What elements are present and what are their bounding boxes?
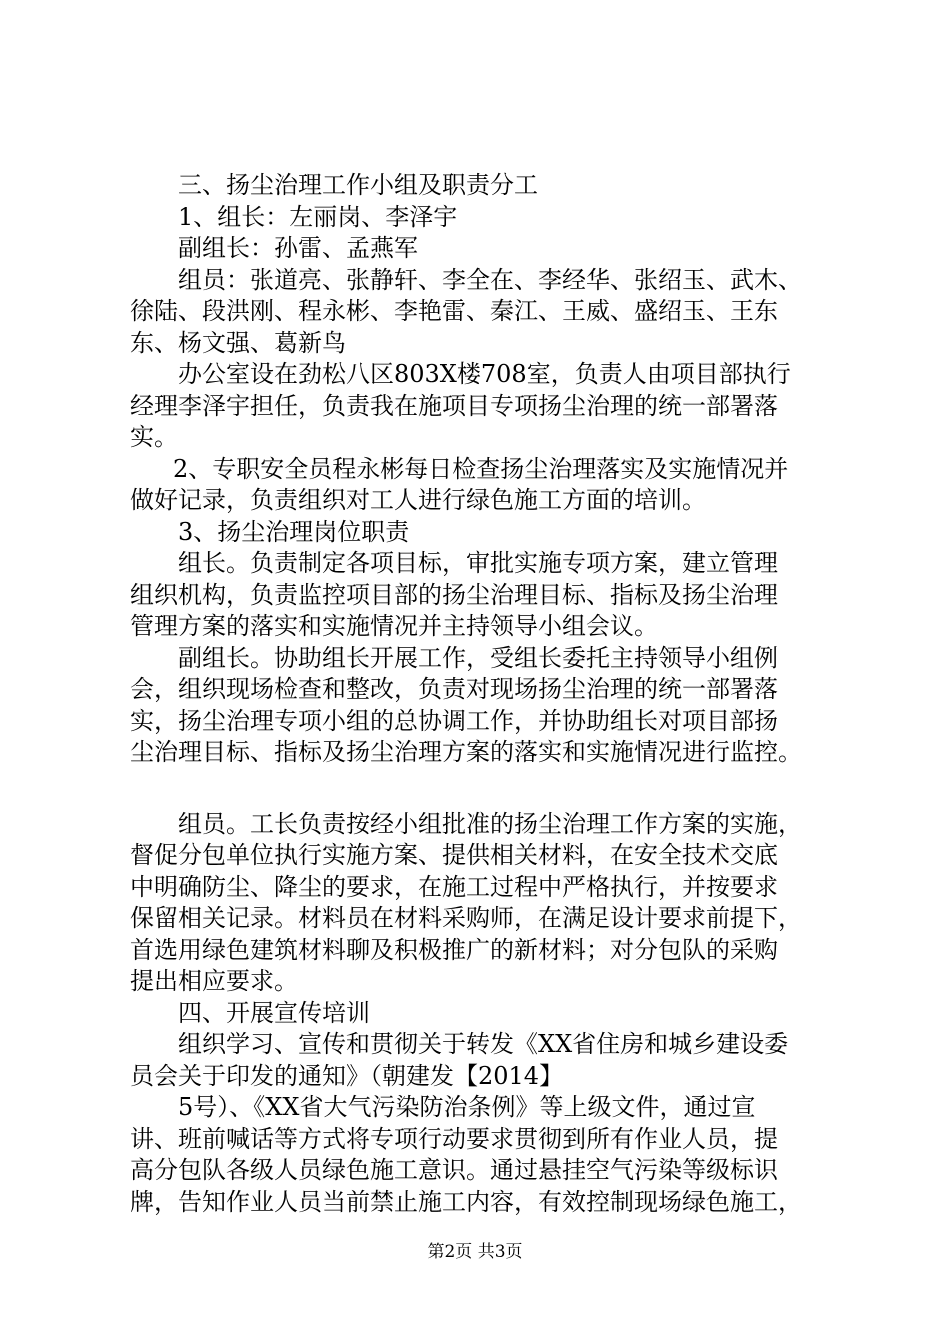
page-number-footer: 第2页 共3页 <box>427 1242 523 1262</box>
paragraph-line: 会，组织现场检查和整改，负责对现场扬尘治理的统一部署落 <box>130 675 778 703</box>
section-heading: 三、扬尘治理工作小组及职责分工 <box>178 171 538 199</box>
paragraph-line: 中明确防尘、降尘的要求，在施工过程中严格执行，并按要求 <box>130 872 778 901</box>
paragraph-line: 高分包队各级人员绿色施工意识。通过悬挂空气污染等级标识 <box>130 1156 778 1184</box>
document-body <box>130 170 860 1218</box>
paragraph-line: 管理方案的落实和实施情况并主持领导小组会议。 <box>130 612 658 640</box>
paragraph-line: 组员。工长负责按经小组批准的扬尘治理工作方案的实施， <box>178 809 802 838</box>
paragraph-line: 5号）、《XX省大气污染防治条例》等上级文件，通过宣 <box>178 1093 756 1121</box>
paragraph-line: 保留相关记录。材料员在材料采购师，在满足设计要求前提下， <box>130 904 802 932</box>
paragraph-line: 东、杨文强、葛新鸟 <box>130 328 346 357</box>
paragraph-line: 尘治理目标、指标及扬尘治理方案的落实和实施情况进行监控。 <box>130 738 802 766</box>
paragraph-line: 组长。负责制定各项目标，审批实施专项方案，建立管理 <box>178 549 778 577</box>
section-heading: 四、开展宣传培训 <box>178 998 370 1027</box>
paragraph-line: 实，扬尘治理专项小组的总协调工作，并协助组长对项目部扬 <box>130 706 778 735</box>
paragraph-line: 督促分包单位执行实施方案、提供相关材料，在安全技术交底 <box>130 841 778 869</box>
paragraph-line: 员会关于印发的通知》（朝建发【2014】 <box>130 1061 564 1090</box>
paragraph-line: 徐陆、段洪刚、程永彬、李艳雷、秦江、王威、盛绍玉、王东 <box>130 297 778 325</box>
paragraph-line: 2、专职安全员程永彬每日检查扬尘治理落实及实施情况并 <box>173 454 789 483</box>
paragraph-line: 牌，告知作业人员当前禁止施工内容，有效控制现场绿色施工， <box>130 1187 802 1216</box>
paragraph-line: 办公室设在劲松八区803X楼708室，负责人由项目部执行 <box>178 360 791 388</box>
paragraph-line: 经理李泽宇担任，负责我在施项目专项扬尘治理的统一部署落 <box>130 391 778 420</box>
paragraph-line: 首选用绿色建筑材料聊及积极推广的新材料；对分包队的采购 <box>130 935 778 964</box>
paragraph-line: 组员：张道亮、张静轩、李全在、李经华、张绍玉、武木、 <box>178 265 802 294</box>
paragraph-line: 组织学习、宣传和贯彻关于转发《XX省住房和城乡建设委 <box>178 1030 789 1058</box>
paragraph-line: 1、组长：左丽岗、李泽宇 <box>178 202 458 231</box>
paragraph-line: 副组长：孙雷、孟燕军 <box>178 234 418 262</box>
paragraph-line: 组织机构，负责监控项目部的扬尘治理目标、指标及扬尘治理 <box>130 580 778 609</box>
paragraph-line: 做好记录，负责组织对工人进行绿色施工方面的培训。 <box>130 486 706 514</box>
paragraph-line: 提出相应要求。 <box>130 967 298 995</box>
paragraph-gap <box>130 769 860 809</box>
paragraph-line: 副组长。协助组长开展工作，受组长委托主持领导小组例 <box>178 643 778 672</box>
paragraph-line: 3、扬尘治理岗位职责 <box>178 517 410 546</box>
paragraph-line: 讲、班前喊话等方式将专项行动要求贯彻到所有作业人员，提 <box>130 1124 778 1153</box>
paragraph-line: 实。 <box>130 423 178 451</box>
